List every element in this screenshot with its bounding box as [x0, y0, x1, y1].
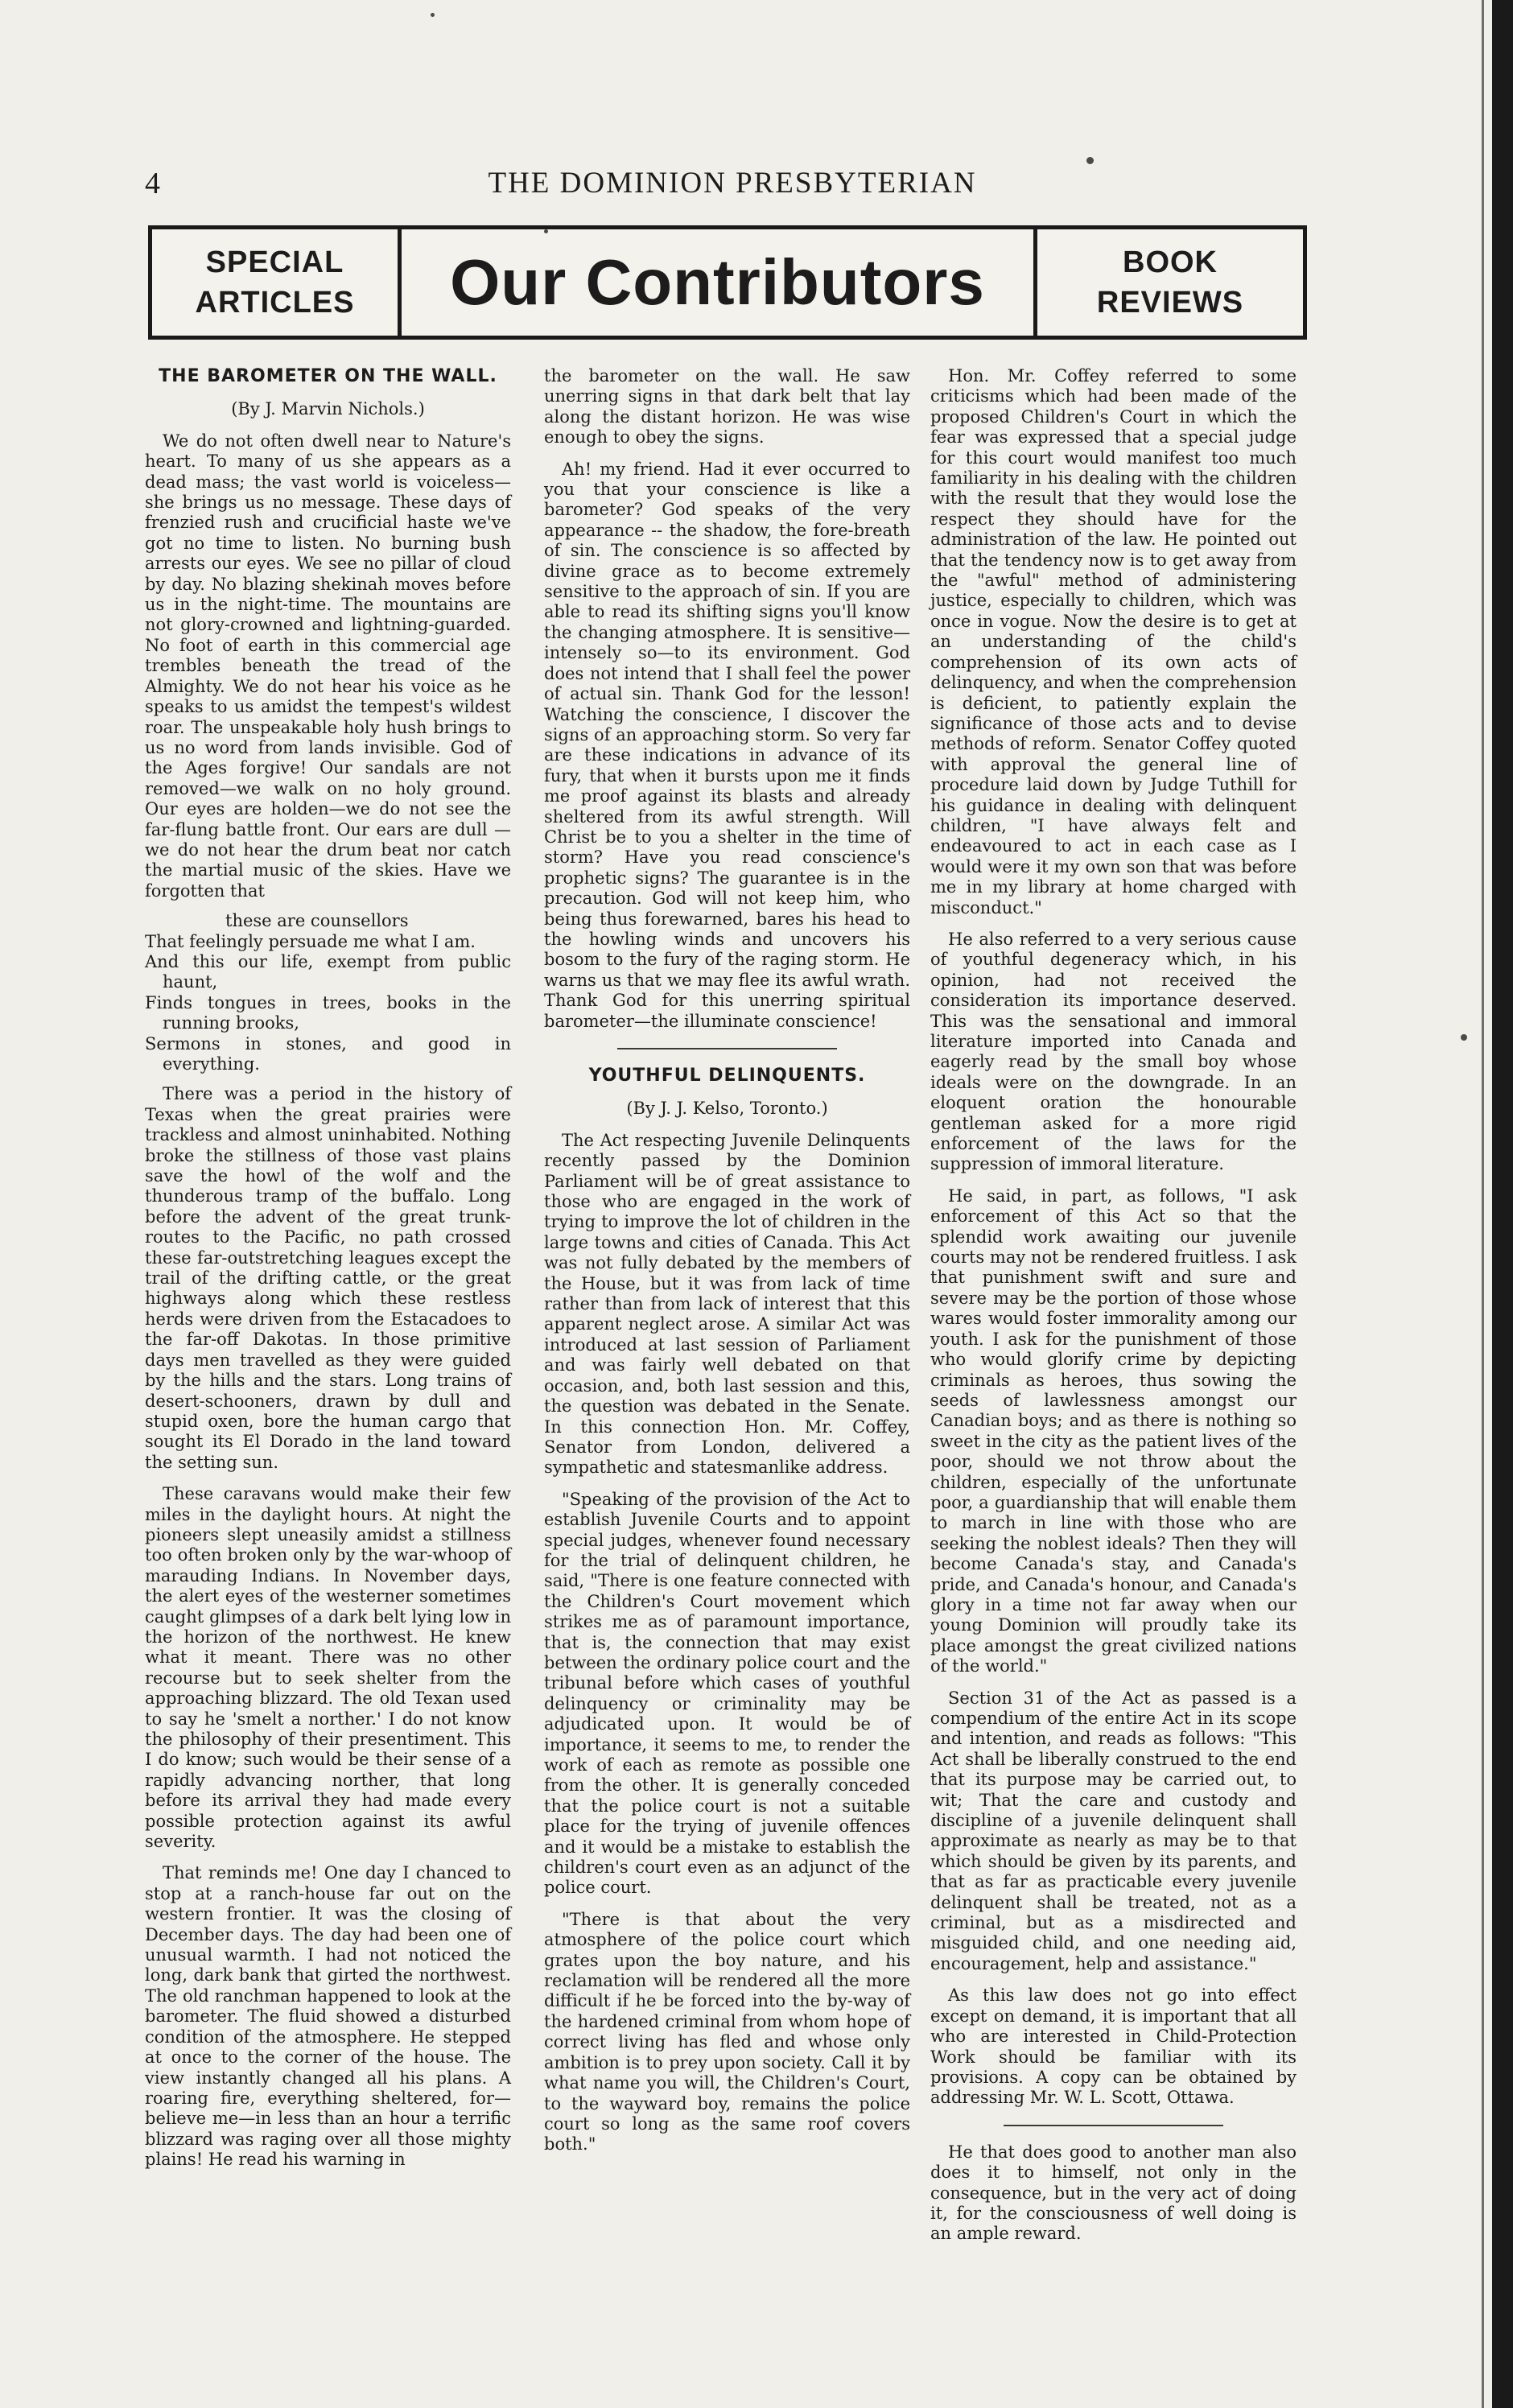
page-edge-shadow	[1492, 0, 1513, 2408]
article-paragraph: Section 31 of the Act as passed is a compendium of the entire Act in its scope and intention, and reads as follows: "This Act shall be liberally construed to the end that its purpose may be carried out, to wit; That the care and custody and discipline of a juvenile delinquent shall approximate as nearly as may be to that which should be given by its parents, and that as far as practicable every juvenile delinquent shall be treated, not as a criminal, but as a misdirected and misguided child, and one needing aid, encouragement, help and assistance."	[930, 1688, 1297, 1973]
article-paragraph: "Speaking of the provision of the Act to establish Juvenile Courts and to appoint special judges, whenever found necessary for the trial of delinquent children, he said, "There is one feature connected with the Children's Court movement which strikes me as of paramount importance, that is, the connection that may exist between the ordinary police court and the tribunal before which cases of youthful delinquency or criminality may be adjudicated upon. It would be of importance, it seems to me, to render the work of each as remote as possible one from the other. It is generally conceded that the police court is not a suitable place for the trying of juvenile offences and it would be a mistake to establish the children's court even as an adjunct of the police court.	[544, 1489, 910, 1898]
article-divider	[1004, 2125, 1223, 2126]
section-banner	[148, 225, 1307, 340]
running-header	[145, 166, 1320, 209]
banner-left-line-2: ARTICLES	[195, 286, 355, 320]
column-1	[145, 366, 511, 2171]
poem-line: And this our life, exempt from public haunt,	[145, 951, 511, 992]
article-paragraph: He said, in part, as follows, "I ask enforcement of this Act so that the splendid work awaiting our juvenile courts may not be rendered fruitless. I ask that punishment swift and sure and severe may be the portion of those whose wares would foster immorality among our youth. I ask for the punishment of those who would glorify crime by depicting criminals as heroes, thus sowing the seeds of lawlessness amongst our Canadian boys; and as there is nothing so sweet in the city as the patient lives of the poor, should we not throw about the children, especially of the unfortunate poor, a guardianship that will enable them to march in line with those who are seeking the noblest ideals? Then they will become Canada's stay, and Canada's pride, and Canada's honour, and Canada's glory in a time not far away when our young Dominion will proudly take its place amongst the great civilized nations of the world."	[930, 1185, 1297, 1676]
column-3	[930, 366, 1297, 2245]
print-speck	[1086, 157, 1094, 164]
article-paragraph: Ah! my friend. Had it ever occurred to you that your conscience is like a barometer? God speaks of the very appearance -- the shadow, the fore-breath of sin. The conscience is so affected by divine grace as to become extremely sensitive to the approach of sin. If you are able to read its shifting signs you'll know the changing atmosphere. It is sensitive—intensely so—to its environment. God does not intend that I shall feel the power of actual sin. Thank God for the lesson! Watching the conscience, I discover the signs of an approaching storm. So very far are these indications in advance of its fury, that when it bursts upon me it finds me proof against its blasts and already sheltered from its awful strength. Will Christ be to you a shelter in the time of storm? Have you read conscience's prophetic signs? The guarantee is in the precaution. God will not keep him, who being thus forewarned, bares his head to the howling winds and uncovers his bosom to the fury of the raging storm. He warns us that we may flee its awful wrath. Thank God for this unerring spiritual barometer—the illuminate conscience!	[544, 459, 910, 1031]
banner-right-line-1: BOOK	[1123, 245, 1218, 279]
closing-aphorism: He that does good to another man also does it to himself, not only in the consequence, but in the very act of doing it, for the consciousness of well doing is an ample reward.	[930, 2142, 1297, 2244]
article-byline: (By J. Marvin Nichols.)	[231, 399, 425, 419]
banner-left-box	[152, 229, 402, 336]
article-byline: (By J. J. Kelso, Toronto.)	[626, 1099, 828, 1119]
poem-line: Sermons in stones, and good in everything.	[145, 1033, 511, 1074]
page-edge-line	[1482, 0, 1484, 2408]
poem-line: Finds tongues in trees, books in the running brooks,	[145, 992, 511, 1033]
article-paragraph: The Act respecting Juvenile Delinquents recently passed by the Dominion Parliament will be of great assistance to those who are engaged in the work of trying to improve the lot of children in the large towns and cities of Canada. This Act was not fully debated by the members of the House, but it was from lack of time rather than from lack of interest that this apparent neglect arose. A similar Act was introduced at last session of Parliament and was fairly well debated on that occasion, and, both last session and this, the question was debated in the Senate. In this connection Hon. Mr. Coffey, Senator from London, delivered a sympathetic and statesmanlike address.	[544, 1130, 910, 1478]
banner-right-line-2: REVIEWS	[1096, 286, 1244, 320]
article-paragraph: "There is that about the very atmosphere of the police court which grates upon the boy nature, and his reclamation will be rendered all the more difficult if he be forced into the by-way of the hardened criminal from whom hope of correct living has fled and whose only ambition is to prey upon society. Call it by what name you will, the Children's Court, to the wayward boy, remains the police court so long as the same roof covers both."	[544, 1909, 910, 2154]
article-title: THE BAROMETER ON THE WALL.	[159, 366, 497, 386]
article-paragraph: These caravans would make their few miles in the daylight hours. At night the pioneers slept uneasily amidst a stillness too often broken only by the war-whoop of marauding Indians. In November days, the alert eyes of the westerner sometimes caught glimpses of a dark belt lying low in the horizon of the northwest. He knew what it meant. There was no other recourse but to seek shelter from the approaching blizzard. The old Texan used to say he 'smelt a norther.' I do not know the philosophy of their presentiment. This I do know; such would be their sense of a rapidly advancing norther, that long before its arrival they had made every possible protection against its awful severity.	[145, 1484, 511, 1852]
column-2	[544, 366, 910, 2155]
print-speck	[544, 229, 548, 233]
article-paragraph: He also referred to a very serious cause of youthful degeneracy which, in his opinion, had not received the consideration its importance deserved. This was the sensational and immoral literature imported into Canada and eagerly read by the small boy whose ideals were on the downgrade. In an eloquent oration the honourable gentleman asked for a more rigid enforcement of the laws for the suppression of immoral literature.	[930, 929, 1297, 1174]
banner-left-line-1: SPECIAL	[205, 245, 344, 279]
article-title: YOUTHFUL DELINQUENTS.	[588, 1066, 866, 1086]
article-paragraph: Hon. Mr. Coffey referred to some criticisms which had been made of the proposed Children's Court in which the fear was expressed that a special judge for this court would manifest too much familiarity in his dealing with the children with the result that they would lose the respect they should have for the administration of the law. He pointed out that the tendency now is to get away from the "awful" method of administering justice, especially to children, which was once in vogue. Now the desire is to get at an understanding of the child's comprehension of its own acts of delinquency, and when the comprehension is deficient, to patiently explain the significance of those acts and to devise methods of reform. Senator Coffey quoted with approval the general line of procedure laid down by Judge Tuthill for his guidance in dealing with delinquent children, "I have always felt and endeavoured to act in each case as I would were it my own son that was before me in my library at home charged with misconduct."	[930, 366, 1297, 917]
article-paragraph: That reminds me! One day I chanced to stop at a ranch-house far out on the western frontier. It was the closing of December days. The day had been one of unusual warmth. I had not noticed the long, dark bank that girted the northwest. The old ranchman happened to look at the barometer. The fluid showed a disturbed condition of the atmosphere. He stepped at once to the corner of the house. The view instantly changed all his plans. A roaring fire, everything sheltered, for—believe me—in less than an hour a terrific blizzard was raging over all those mighty plains! He read his warning in	[145, 1863, 511, 2170]
article-paragraph: We do not often dwell near to Nature's heart. To many of us she appears as a dead mass; the vast world is voiceless—she brings us no message. These days of frenzied rush and crucificial haste we've got no time to listen. No burning bush arrests our eyes. We see no pillar of cloud by day. No blazing shekinah moves before us in the night-time. The mountains are not glory-crowned and lightning-guarded. No foot of earth in this commercial age trembles beneath the tread of the Almighty. We do not hear his voice as he speaks to us amidst the tempest's wildest roar. The unspeakable holy hush brings to us no word from lands invisible. God of the Ages forgive! Our sandals are not removed—we walk on no holy ground. Our eyes are holden—we do not see the far-flung battle front. Our ears are dull —we do not hear the drum beat nor catch the martial music of the skies. Have we forgotten that	[145, 431, 511, 901]
banner-center-box	[402, 229, 1033, 336]
poem-quotation	[145, 911, 511, 1074]
print-speck	[431, 13, 435, 17]
page-number: 4	[145, 167, 160, 200]
banner-title: Our Contributors	[450, 246, 985, 318]
article-paragraph: As this law does not go into effect except on demand, it is important that all who are interested in Child-Protection Work should be familiar with its provisions. A copy can be obtained by addressing Mr. W. L. Scott, Ottawa.	[930, 1985, 1297, 2108]
print-speck	[1461, 1034, 1467, 1041]
poem-line: That feelingly persuade me what I am.	[145, 931, 476, 951]
article-divider	[617, 1048, 837, 1049]
banner-right-box	[1033, 229, 1303, 336]
poem-line: these are counsellors	[225, 911, 409, 931]
publication-title: THE DOMINION PRESBYTERIAN	[488, 167, 977, 200]
article-paragraph: the barometer on the wall. He saw unerring signs in that dark belt that lay along the distant horizon. He was wise enough to obey the signs.	[544, 366, 910, 447]
article-paragraph: There was a period in the history of Texas when the great prairies were trackless and almost uninhabited. Nothing broke the stillness of those vast plains save the howl of the wolf and the thunderous tramp of the buffalo. Long before the advent of the great trunk-routes to the Pacific, no path crossed these far-outstretching leagues except the trail of the drifting cattle, or the great highways along which these restless herds were driven from the Estacadoes to the far-off Dakotas. In those primitive days men travelled as they were guided by the hills and the stars. Long trains of desert-schooners, drawn by dull and stupid oxen, bore the human cargo that sought its El Dorado in the land toward the setting sun.	[145, 1084, 511, 1472]
